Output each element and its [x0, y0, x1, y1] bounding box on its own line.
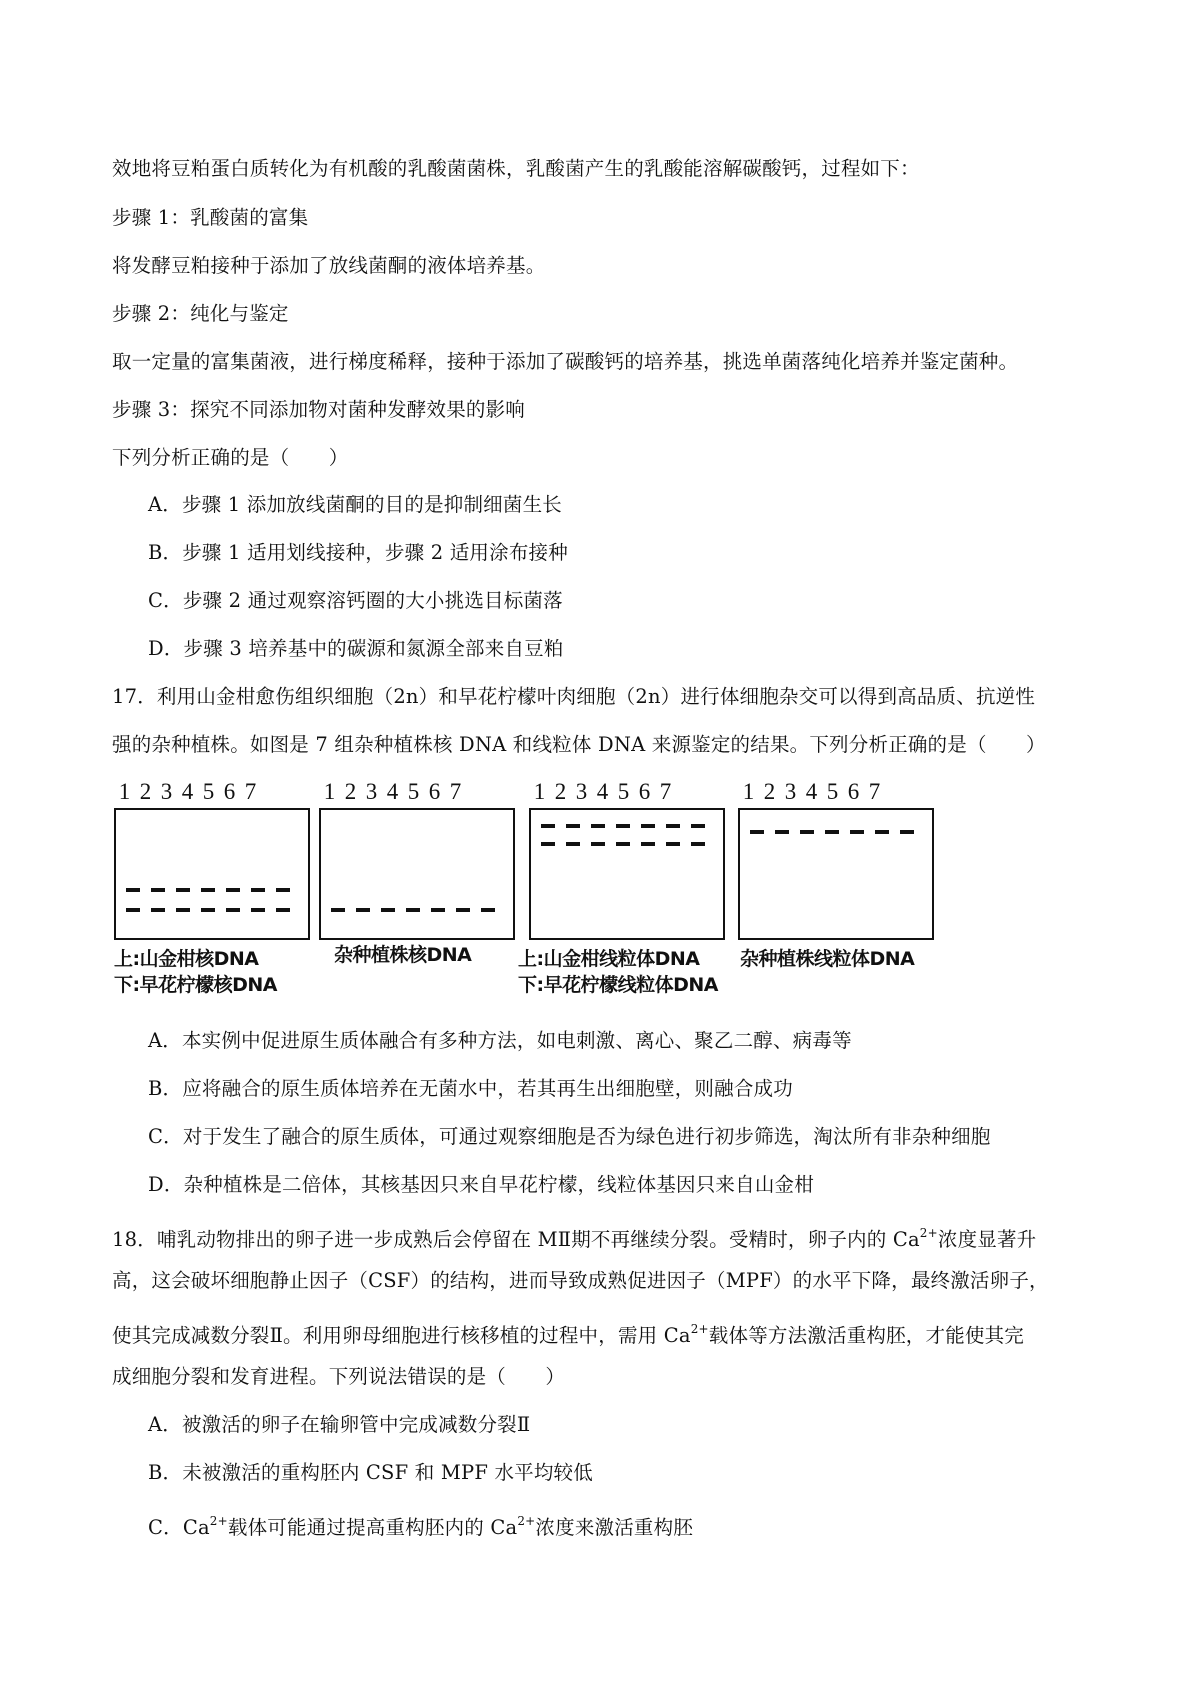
gel-caption-1-top: 上:山金柑核DNA — [114, 948, 259, 970]
gel-band — [151, 888, 165, 892]
lane-number: 6 — [847, 779, 860, 804]
q16-option-c: C．步骤 2 通过观察溶钙圈的大小挑选目标菌落 — [148, 589, 563, 612]
gel-band — [616, 842, 630, 846]
lane-number: 7 — [244, 779, 257, 804]
gel-band — [541, 842, 555, 846]
step-1-title: 步骤 1：乳酸菌的富集 — [112, 206, 309, 229]
q18-line-1-tail: 浓度显著升 — [937, 1228, 1037, 1251]
q18-line-3 — [112, 1316, 1024, 1349]
intro-line-1: 效地将豆粕蛋白质转化为有机酸的乳酸菌菌株，乳酸菌产生的乳酸能溶解碳酸钙，过程如下： — [112, 157, 920, 180]
lane-number: 4 — [386, 779, 399, 804]
gel-caption-3-bottom: 下:早花柠檬线粒体DNA — [518, 974, 718, 996]
gel-panel-4 — [738, 778, 934, 940]
step-1-text: 将发酵豆粕接种于添加了放线菌酮的液体培养基。 — [112, 254, 546, 277]
lane-number: 2 — [763, 779, 776, 804]
gel-band — [566, 842, 580, 846]
q16-option-a: A．步骤 1 添加放线菌酮的目的是抑制细菌生长 — [148, 493, 562, 516]
ca-superscript: 2+ — [517, 1514, 536, 1528]
gel-band — [775, 830, 789, 834]
q18-option-c-text-3: 浓度来激活重构胚 — [535, 1516, 694, 1539]
q17-line-2: 强的杂种植株。如图是 7 组杂种植株核 DNA 和线粒体 DNA 来源鉴定的结果。下列分析正确的是（ ） — [112, 733, 1046, 756]
gel-band — [406, 908, 420, 912]
gel-band — [800, 830, 814, 834]
lane-number: 4 — [596, 779, 609, 804]
lane-number: 1 — [533, 779, 546, 804]
step-2-title: 步骤 2：纯化与鉴定 — [112, 302, 289, 325]
lane-number: 3 — [160, 779, 173, 804]
q18-option-c — [148, 1508, 693, 1541]
q16-option-b: B．步骤 1 适用划线接种，步骤 2 适用涂布接种 — [148, 541, 568, 564]
gel-band — [900, 830, 914, 834]
gel-band — [331, 908, 345, 912]
lane-number: 6 — [223, 779, 236, 804]
lane-number: 7 — [659, 779, 672, 804]
q17-option-d: D．杂种植株是二倍体，其核基因只来自早花柠檬，线粒体基因只来自山金柑 — [148, 1173, 814, 1196]
q17-line-1: 17．利用山金柑愈伤组织细胞（2n）和早花柠檬叶肉细胞（2n）进行体细胞杂交可以得到高品质、抗逆性 — [112, 685, 1036, 708]
q18-line-4: 成细胞分裂和发育进程。下列说法错误的是（ ） — [112, 1365, 566, 1388]
q17-option-b: B．应将融合的原生质体培养在无菌水中，若其再生出细胞壁，则融合成功 — [148, 1077, 793, 1100]
gel-band — [151, 908, 165, 912]
lane-number: 7 — [449, 779, 462, 804]
gel-box — [319, 808, 515, 940]
gel-band — [251, 908, 265, 912]
lane-number: 1 — [742, 779, 755, 804]
lane-number: 2 — [554, 779, 567, 804]
gel-band — [850, 830, 864, 834]
gel-band — [641, 842, 655, 846]
gel-band — [126, 908, 140, 912]
ca-superscript: 2+ — [209, 1514, 228, 1528]
gel-band — [591, 824, 605, 828]
lane-number: 1 — [118, 779, 131, 804]
gel-band — [666, 824, 680, 828]
q18-option-b: B．未被激活的重构胚内 CSF 和 MPF 水平均较低 — [148, 1461, 593, 1484]
gel-band — [481, 908, 495, 912]
q16-option-d: D．步骤 3 培养基中的碳源和氮源全部来自豆粕 — [148, 637, 564, 660]
gel-band — [691, 824, 705, 828]
gel-band — [126, 888, 140, 892]
gel-figure — [114, 778, 954, 998]
gel-box — [738, 808, 934, 940]
gel-band — [641, 824, 655, 828]
ca-superscript: 2+ — [690, 1322, 709, 1336]
gel-band — [750, 830, 764, 834]
gel-band — [456, 908, 470, 912]
lane-number: 4 — [181, 779, 194, 804]
lane-number: 5 — [826, 779, 839, 804]
lane-number: 5 — [617, 779, 630, 804]
gel-band — [201, 888, 215, 892]
gel-band — [176, 888, 190, 892]
gel-band — [226, 908, 240, 912]
lane-numbers — [529, 778, 725, 806]
q18-option-c-text-2: 载体可能通过提高重构胚内的 Ca — [227, 1516, 518, 1539]
gel-caption-4: 杂种植株线粒体DNA — [740, 948, 915, 970]
gel-caption-3-top: 上:山金柑线粒体DNA — [518, 948, 700, 970]
lane-number: 4 — [805, 779, 818, 804]
q17-option-c: C．对于发生了融合的原生质体，可通过观察细胞是否为绿色进行初步筛选，淘汰所有非杂种细胞 — [148, 1125, 991, 1148]
gel-band — [276, 908, 290, 912]
lane-numbers — [738, 778, 934, 806]
lane-number: 2 — [344, 779, 357, 804]
lane-number: 6 — [638, 779, 651, 804]
q18-line-3-text: 使其完成减数分裂Ⅱ。利用卵母细胞进行核移植的过程中，需用 Ca — [112, 1324, 691, 1347]
q18-line-2: 高，这会破坏细胞静止因子（CSF）的结构，进而导致成熟促进因子（MPF）的水平下降，最终激活卵子， — [112, 1269, 1049, 1292]
gel-band — [431, 908, 445, 912]
gel-band — [251, 888, 265, 892]
gel-band — [226, 888, 240, 892]
gel-panel-1 — [114, 778, 310, 940]
gel-caption-1-bottom: 下:早花柠檬核DNA — [114, 974, 277, 996]
lane-number: 7 — [868, 779, 881, 804]
q18-line-1 — [112, 1220, 1036, 1253]
gel-band — [356, 908, 370, 912]
lane-number: 2 — [139, 779, 152, 804]
gel-band — [666, 842, 680, 846]
lane-number: 6 — [428, 779, 441, 804]
gel-panel-2 — [319, 778, 515, 940]
lane-number: 3 — [575, 779, 588, 804]
step-2-text: 取一定量的富集菌液，进行梯度稀释，接种于添加了碳酸钙的培养基，挑选单菌落纯化培养并鉴定菌种。 — [112, 350, 1019, 373]
step-3-title: 步骤 3：探究不同添加物对菌种发酵效果的影响 — [112, 398, 526, 421]
gel-box — [114, 808, 310, 940]
q18-line-3-tail: 载体等方法激活重构胚，才能使其完 — [708, 1324, 1024, 1347]
gel-caption-2: 杂种植株核DNA — [334, 944, 472, 966]
q17-option-a: A．本实例中促进原生质体融合有多种方法，如电刺激、离心、聚乙二醇、病毒等 — [148, 1029, 852, 1052]
lane-numbers — [114, 778, 310, 806]
gel-band — [566, 824, 580, 828]
gel-band — [541, 824, 555, 828]
lane-numbers — [319, 778, 515, 806]
gel-band — [825, 830, 839, 834]
gel-band — [875, 830, 889, 834]
q18-option-c-text-1: C．Ca — [148, 1516, 210, 1539]
lane-number: 3 — [365, 779, 378, 804]
gel-box — [529, 808, 725, 940]
gel-band — [381, 908, 395, 912]
gel-band — [616, 824, 630, 828]
q18-option-a: A．被激活的卵子在输卵管中完成减数分裂Ⅱ — [148, 1413, 531, 1436]
gel-band — [591, 842, 605, 846]
gel-panel-3 — [529, 778, 725, 940]
q16-prompt: 下列分析正确的是（ ） — [112, 446, 349, 469]
gel-band — [176, 908, 190, 912]
gel-band — [276, 888, 290, 892]
q18-line-1-text: 18．哺乳动物排出的卵子进一步成熟后会停留在 MⅡ期不再继续分裂。受精时，卵子内的 Ca — [112, 1228, 920, 1251]
lane-number: 5 — [202, 779, 215, 804]
gel-band — [201, 908, 215, 912]
lane-number: 5 — [407, 779, 420, 804]
lane-number: 3 — [784, 779, 797, 804]
gel-band — [691, 842, 705, 846]
ca-superscript: 2+ — [919, 1226, 938, 1240]
lane-number: 1 — [323, 779, 336, 804]
